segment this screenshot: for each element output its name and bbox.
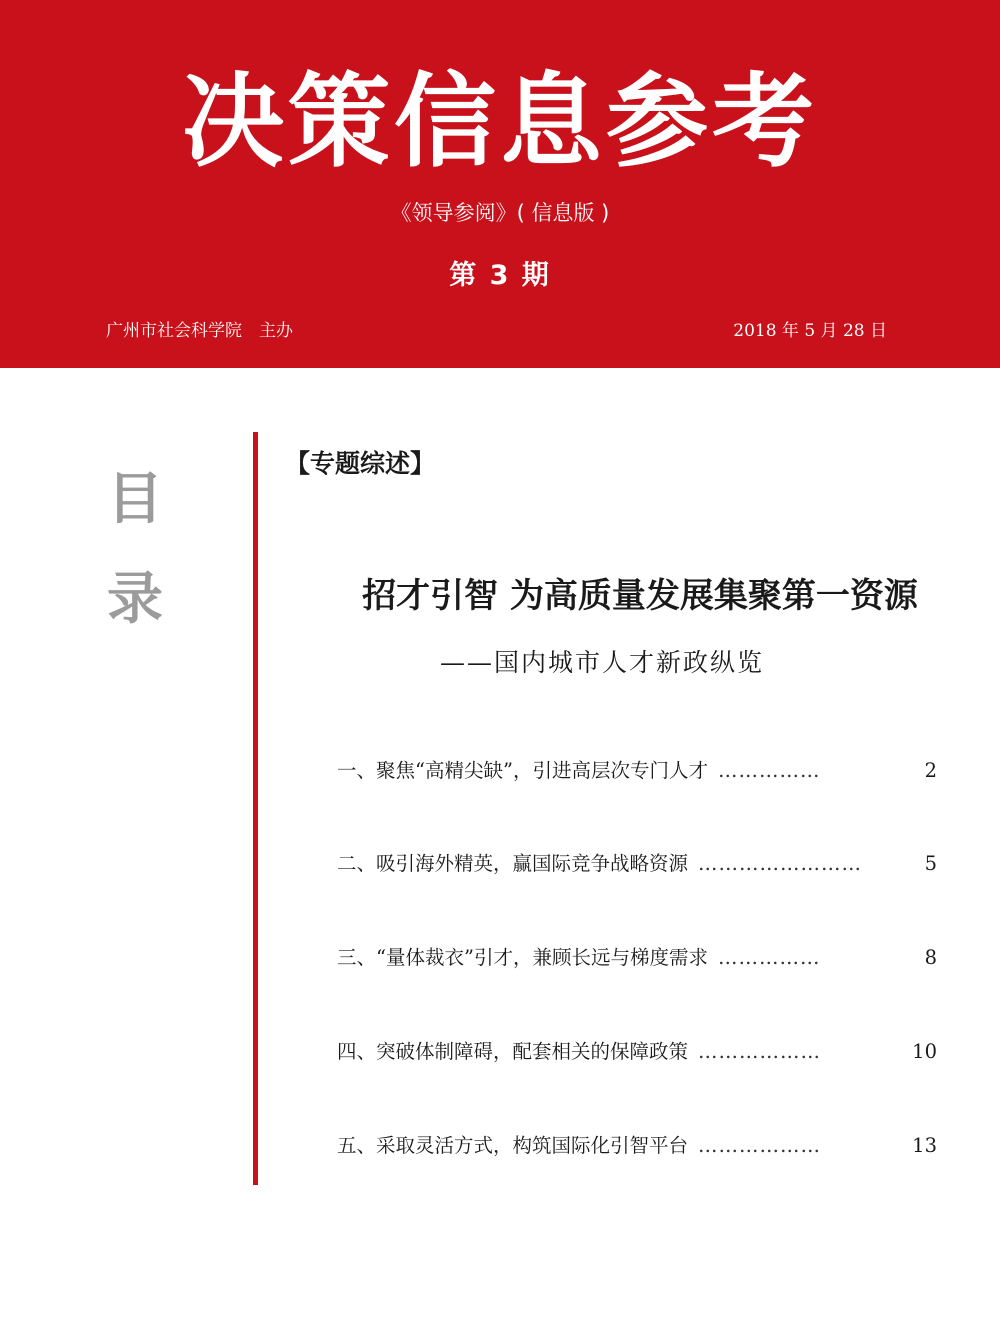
article-title: 招才引智 为高质量发展集聚第一资源 <box>362 576 918 616</box>
toc-item-text: 二、吸引海外精英，赢国际竞争战略资源 <box>337 852 689 875</box>
toc-heading <box>100 450 170 650</box>
toc-leader-dots: …………… <box>717 759 821 782</box>
toc-leader-dots: ……………… <box>698 1134 822 1157</box>
toc-leader-dots: ……………… <box>698 1040 822 1063</box>
toc-leader-dots: …………… <box>717 946 821 969</box>
vertical-divider <box>253 432 258 1185</box>
header-banner <box>0 0 1000 368</box>
toc-page-number: 5 <box>924 852 937 875</box>
toc-item-text: 五、采取灵活方式，构筑国际化引智平台 <box>337 1134 689 1157</box>
toc-item-3[interactable] <box>337 943 937 973</box>
toc-item-2[interactable] <box>337 849 937 879</box>
publication-title: 决策信息参考 <box>182 62 818 182</box>
toc-item-1[interactable] <box>337 756 937 786</box>
sponsor: 广州市社会科学院 主办 <box>106 321 293 341</box>
article-subtitle: ——国内城市人才新政纵览 <box>440 648 765 677</box>
toc-item-text: 三、“量体裁衣”引才，兼顾长远与梯度需求 <box>337 946 708 969</box>
toc-heading-char-1: 目 <box>107 467 163 532</box>
toc-leader-dots: …………………… <box>698 852 863 875</box>
publication-date: 2018 年 5 月 28 日 <box>733 321 887 341</box>
toc-item-text: 四、突破体制障碍，配套相关的保障政策 <box>337 1040 689 1063</box>
toc-page-number: 10 <box>912 1040 937 1063</box>
toc-item-text: 一、聚焦“高精尖缺”，引进高层次专门人才 <box>337 759 708 782</box>
publication-subtitle: 《领导参阅》( 信息版 ) <box>390 201 610 225</box>
toc-page-number: 8 <box>924 946 937 969</box>
toc-item-5[interactable] <box>337 1131 937 1161</box>
issue-number: 第 3 期 <box>449 260 551 291</box>
toc-page-number: 2 <box>924 759 937 782</box>
toc-item-4[interactable] <box>337 1037 937 1067</box>
toc-page-number: 13 <box>912 1134 937 1157</box>
toc-heading-char-2: 录 <box>107 567 163 632</box>
section-tag: 【专题综述】 <box>285 449 436 478</box>
